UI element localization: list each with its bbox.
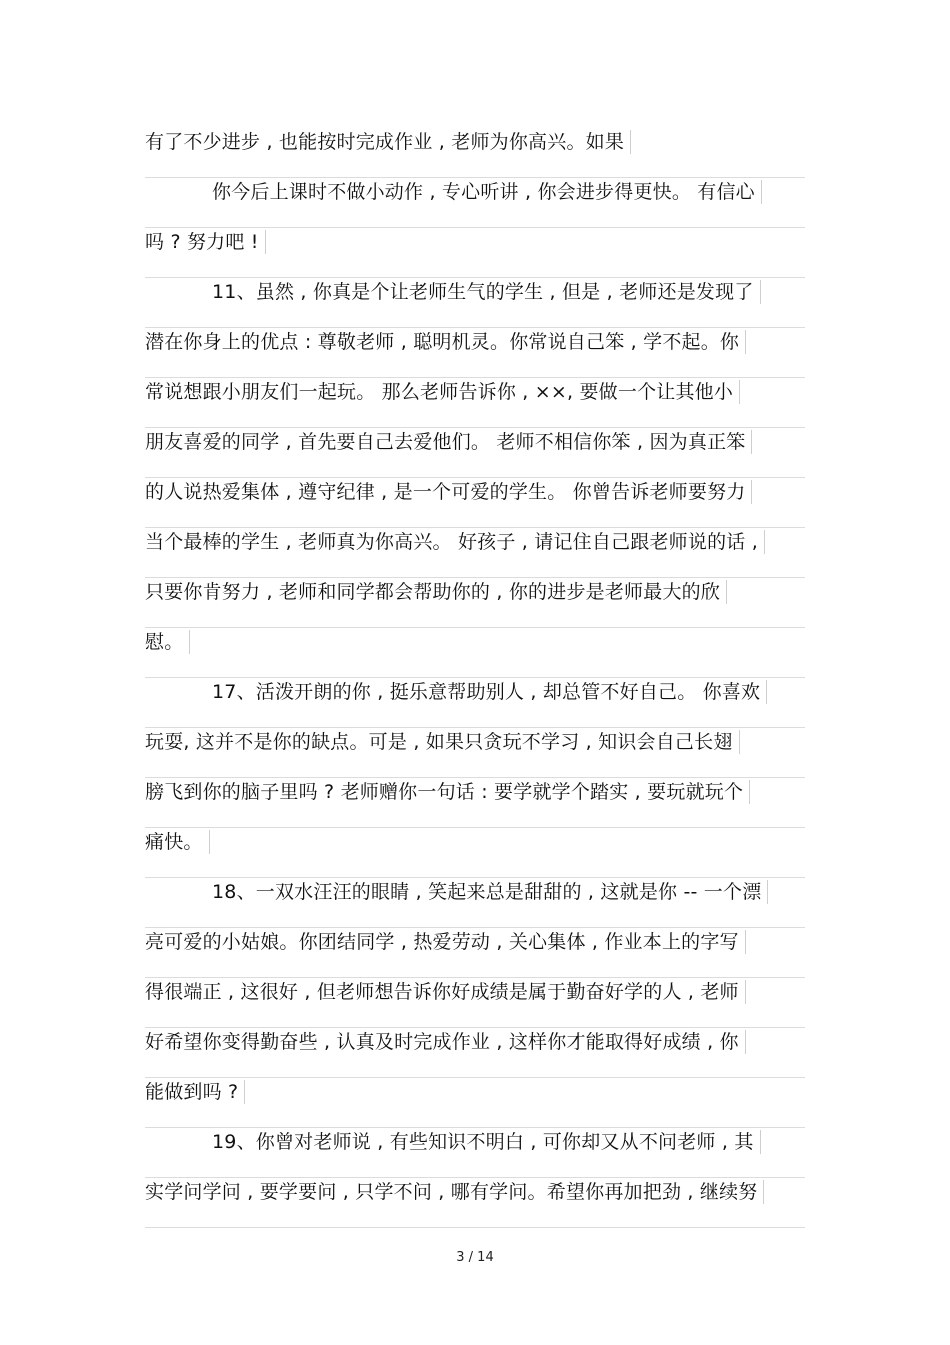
line-rule — [145, 627, 805, 628]
line-end-tick — [189, 630, 190, 654]
line-end-tick — [745, 930, 746, 954]
text-line: 的人说热爱集体 , 遵守纪律 , 是一个可爱的学生。 你曾告诉老师要努力 — [145, 481, 746, 503]
line-end-tick — [749, 780, 750, 804]
line-end-tick — [764, 530, 765, 554]
text-line: 痛快。 — [145, 831, 203, 853]
text-line: 有了不少进步 , 也能按时完成作业 , 老师为你高兴。如果 — [145, 131, 625, 153]
line-rule — [145, 1077, 805, 1078]
text-line: 好希望你变得勤奋些 , 认真及时完成作业 , 这样你才能取得好成绩 , 你 — [145, 1031, 739, 1053]
line-end-tick — [745, 330, 746, 354]
text-line: 当个最棒的学生 , 老师真为你高兴。 好孩子 , 请记住自己跟老师说的话 , — [145, 531, 758, 553]
text-line: 你今后上课时不做小动作 , 专心听讲 , 你会进步得更快。 有信心 — [212, 181, 755, 203]
line-end-tick — [209, 830, 210, 854]
text-line: 膀飞到你的脑子里吗 ? 老师赠你一句话 : 要学就学个踏实 , 要玩就玩个 — [145, 781, 744, 803]
text-line: 19、你曾对老师说 , 有些知识不明白 , 可你却又从不问老师 , 其 — [212, 1131, 754, 1153]
line-end-tick — [760, 1130, 761, 1154]
line-end-tick — [739, 380, 740, 404]
line-end-tick — [745, 980, 746, 1004]
line-end-tick — [739, 730, 740, 754]
line-end-tick — [265, 230, 266, 254]
line-rule — [145, 827, 805, 828]
line-end-tick — [763, 1180, 764, 1204]
line-end-tick — [630, 130, 631, 154]
line-end-tick — [761, 180, 762, 204]
text-line: 潜在你身上的优点 : 尊敬老师 , 聪明机灵。你常说自己笨 , 学不起。你 — [145, 331, 740, 353]
text-line: 11、虽然 , 你真是个让老师生气的学生 , 但是 , 老师还是发现了 — [212, 281, 754, 303]
text-line: 得很端正 , 这很好 , 但老师想告诉你好成绩是属于勤奋好学的人 , 老师 — [145, 981, 739, 1003]
text-line: 常说想跟小朋友们一起玩。 那么老师告诉你 , ××, 要做一个让其他小 — [145, 381, 734, 403]
text-line: 18、一双水汪汪的眼睛 , 笑起来总是甜甜的 , 这就是你 -- 一个漂 — [212, 881, 762, 903]
page-number: 3 / 14 — [456, 1250, 494, 1265]
line-end-tick — [751, 430, 752, 454]
line-end-tick — [726, 580, 727, 604]
text-line: 实学问学问 , 要学要问 , 只学不问 , 哪有学问。希望你再加把劲 , 继续努 — [145, 1181, 758, 1203]
line-end-tick — [767, 880, 768, 904]
text-line: 朋友喜爱的同学 , 首先要自己去爱他们。 老师不相信你笨 , 因为真正笨 — [145, 431, 746, 453]
line-end-tick — [244, 1080, 245, 1104]
text-line: 亮可爱的小姑娘。你团结同学 , 热爱劳动 , 关心集体 , 作业本上的字写 — [145, 931, 739, 953]
line-rule — [145, 1227, 805, 1228]
line-end-tick — [766, 680, 767, 704]
text-line: 能做到吗 ? — [145, 1081, 239, 1103]
text-line: 玩耍, 这并不是你的缺点。可是 , 如果只贪玩不学习 , 知识会自己长翅 — [145, 731, 733, 753]
line-end-tick — [760, 280, 761, 304]
text-line: 吗 ? 努力吧 ! — [145, 231, 259, 253]
text-line: 17、活泼开朗的你 , 挺乐意帮助别人 , 却总管不好自己。 你喜欢 — [212, 681, 761, 703]
line-end-tick — [745, 1030, 746, 1054]
text-line: 只要你肯努力 , 老师和同学都会帮助你的 , 你的进步是老师最大的欣 — [145, 581, 721, 603]
line-end-tick — [751, 480, 752, 504]
text-line: 慰。 — [145, 631, 184, 653]
